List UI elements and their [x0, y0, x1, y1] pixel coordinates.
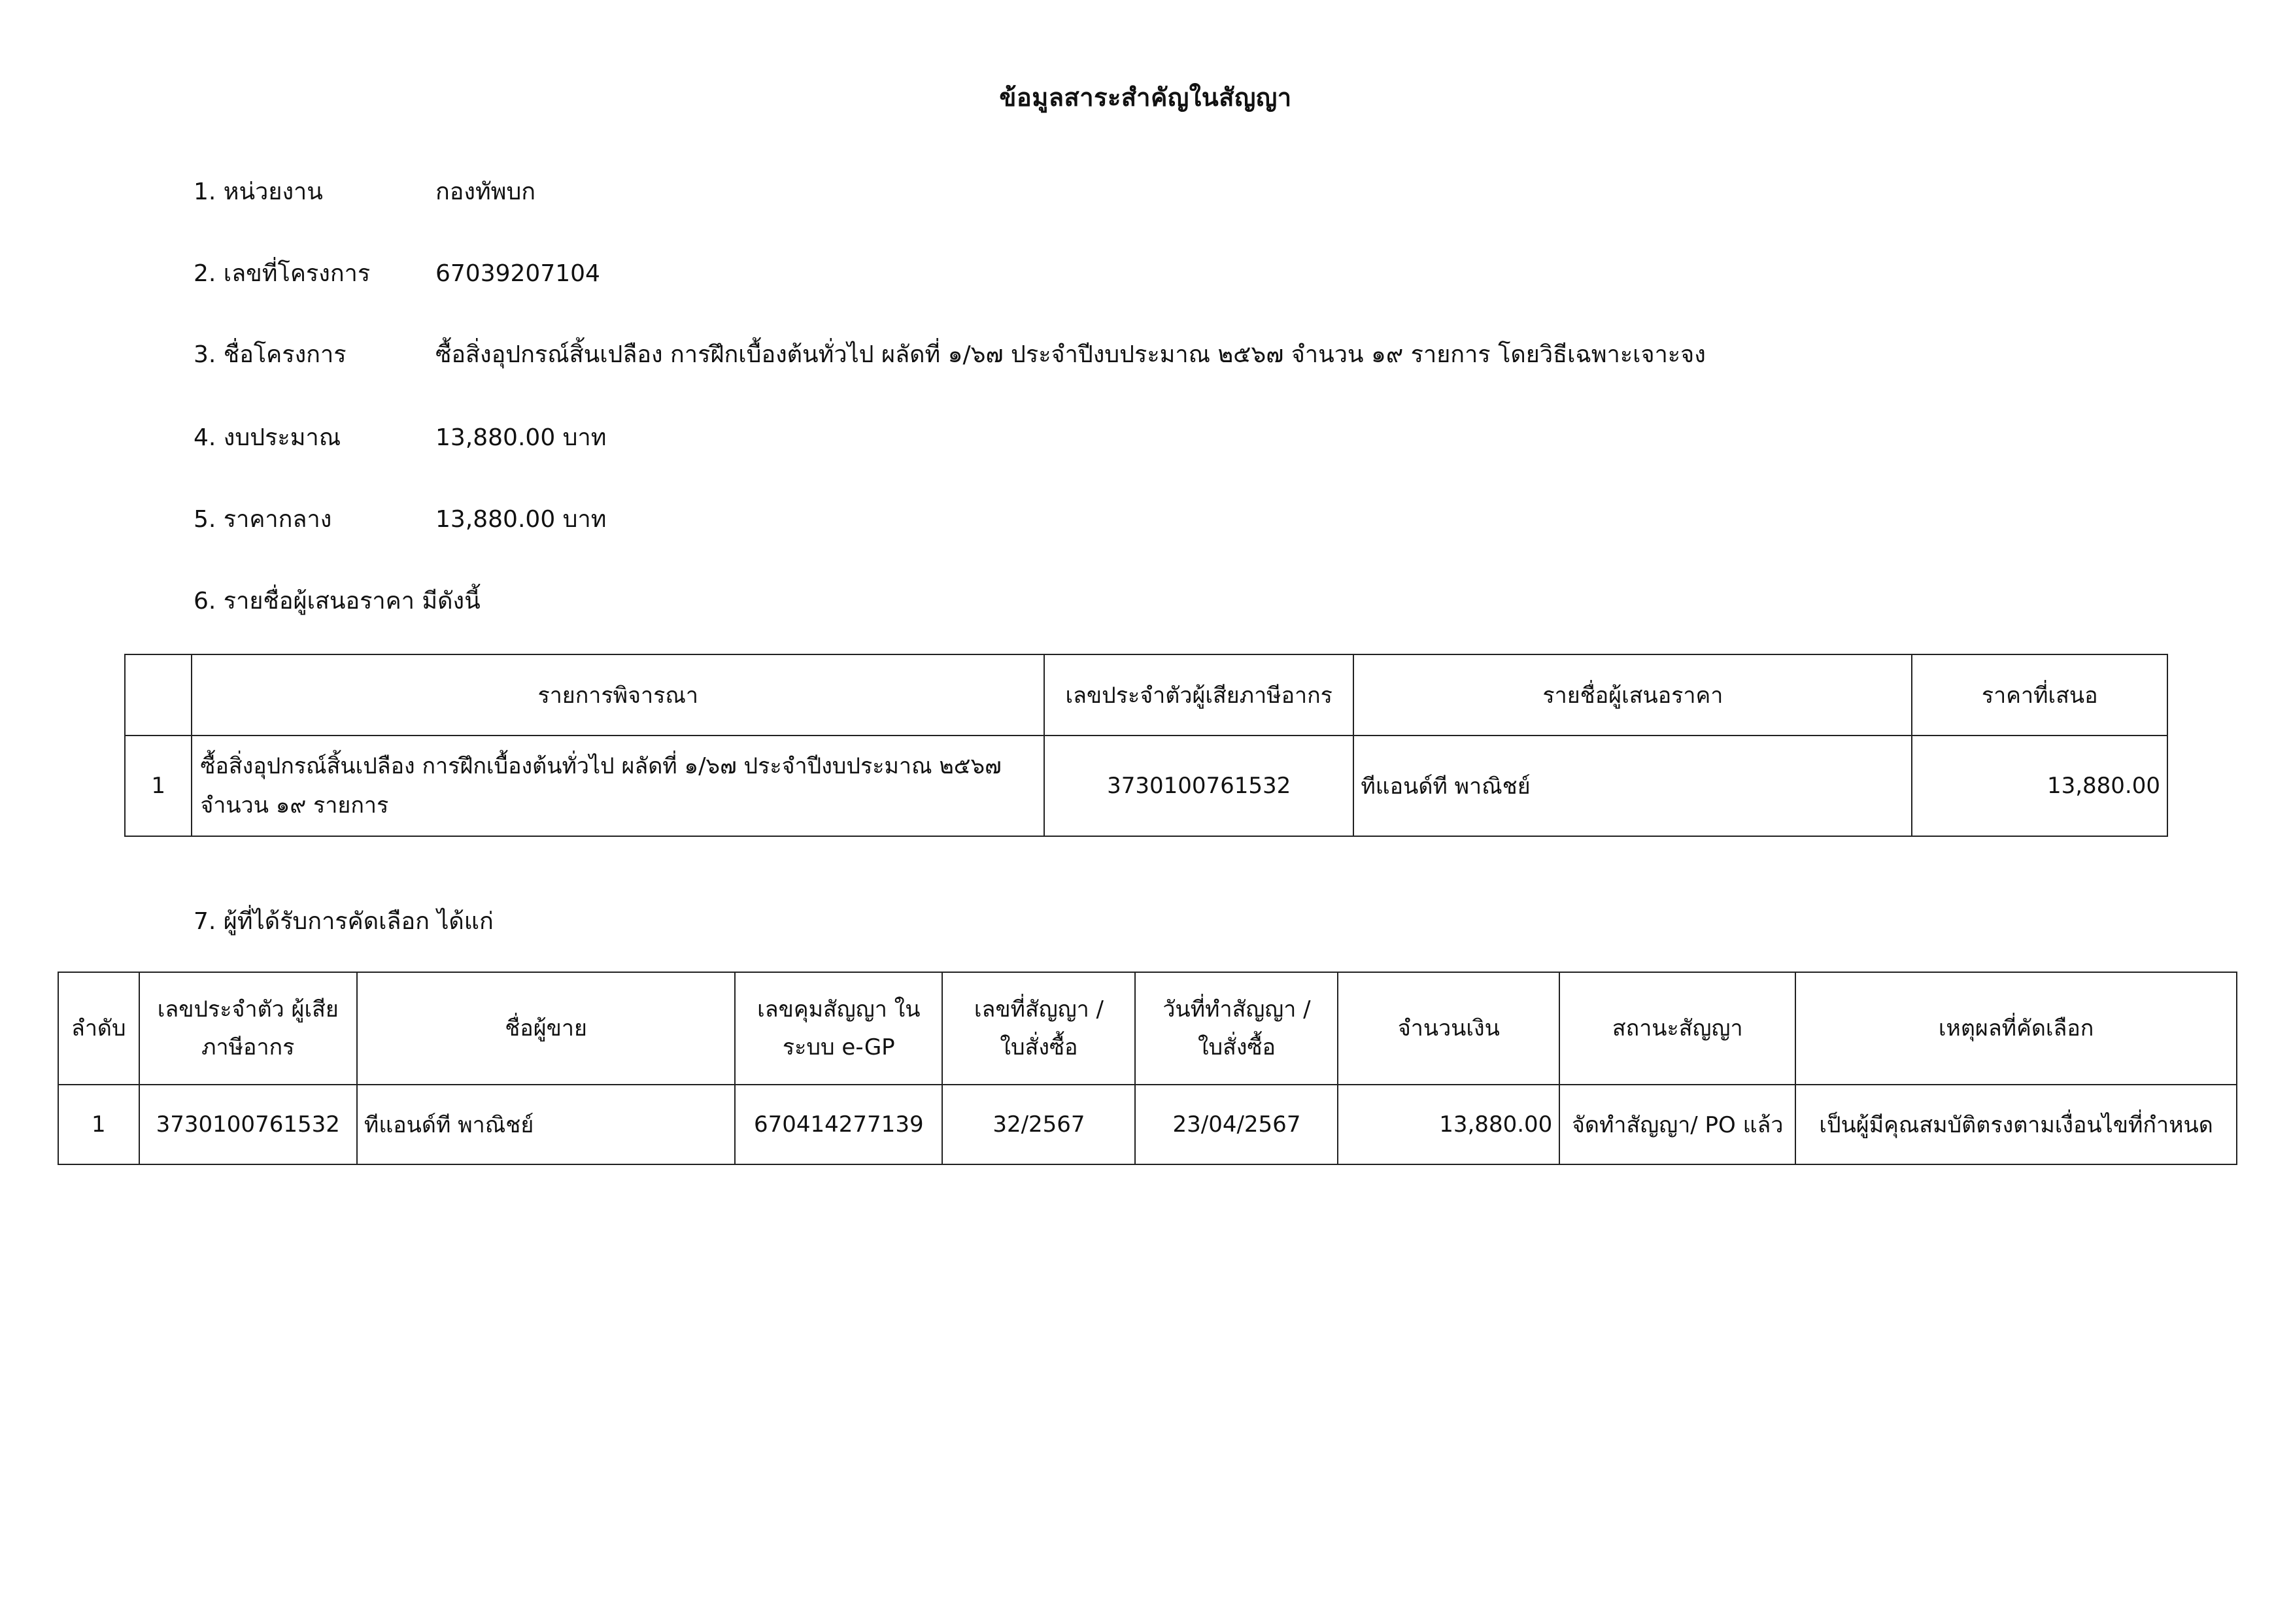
col-header-contract-number: เลขที่สัญญา / ใบสั่งซื้อ: [942, 972, 1135, 1085]
field-value: กองทัพบก: [435, 178, 536, 205]
table-header-row: [125, 654, 2167, 736]
col-header-no: [125, 654, 192, 736]
field-value: 67039207104: [435, 260, 600, 287]
col-header-egp-number: เลขคุมสัญญา ในระบบ e-GP: [735, 972, 942, 1085]
field-median-price: [194, 500, 606, 537]
table-header-row: [58, 972, 2237, 1085]
document-title: ข้อมูลสาระสำคัญในสัญญา: [999, 83, 1292, 112]
winners-table: [58, 972, 2237, 1165]
col-header-tax-id: เลขประจำตัวผู้เสียภาษีอากร: [1044, 654, 1353, 736]
cell-status: จัดทำสัญญา/ PO แล้ว: [1559, 1085, 1795, 1164]
field-label: 3. ชื่อโครงการ: [194, 341, 347, 368]
field-project-name: [194, 335, 1706, 373]
cell-reason: เป็นผู้มีคุณสมบัติตรงตามเงื่อนไขที่กำหนด: [1795, 1085, 2237, 1164]
cell-item: ซื้อสิ่งอุปกรณ์สิ้นเปลือง การฝึกเบื้องต้นทั่วไป ผลัดที่ ๑/๖๗ ประจำปีงบประมาณ ๒๕๖๗ จำนวน ๑๙ รายการ: [192, 736, 1044, 836]
col-header-price: ราคาที่เสนอ: [1912, 654, 2167, 736]
col-header-tax-id: เลขประจำตัว ผู้เสียภาษีอากร: [139, 972, 357, 1085]
table-row: [58, 1085, 2237, 1164]
field-value: 13,880.00 บาท: [435, 424, 607, 451]
table-row: [125, 736, 2167, 836]
cell-vendor: ทีแอนด์ที พาณิชย์: [357, 1085, 735, 1164]
field-label: 1. หน่วยงาน: [194, 178, 323, 205]
col-header-vendor: ชื่อผู้ขาย: [357, 972, 735, 1085]
cell-price: 13,880.00: [1912, 736, 2167, 836]
field-label: 2. เลขที่โครงการ: [194, 260, 371, 287]
section-bidders-heading: 6. รายชื่อผู้เสนอราคา มีดังนี้: [194, 588, 481, 615]
field-budget: [194, 418, 606, 456]
cell-no: 1: [125, 736, 192, 836]
col-header-contract-date: วันที่ทำสัญญา / ใบสั่งซื้อ: [1135, 972, 1338, 1085]
cell-amount: 13,880.00: [1338, 1085, 1559, 1164]
cell-contract-date: 23/04/2567: [1135, 1085, 1338, 1164]
field-label: 4. งบประมาณ: [194, 424, 341, 451]
field-value: ซื้อสิ่งอุปกรณ์สิ้นเปลือง การฝึกเบื้องต้นทั่วไป ผลัดที่ ๑/๖๗ ประจำปีงบประมาณ ๒๕๖๗ จำนวน ๑๙ รายการ โดยวิธีเฉพาะเจาะจง: [435, 341, 1706, 368]
col-header-item: รายการพิจารณา: [192, 654, 1044, 736]
col-header-bidder-name: รายชื่อผู้เสนอราคา: [1353, 654, 1912, 736]
field-agency: [194, 173, 535, 210]
cell-tax-id: 3730100761532: [139, 1085, 357, 1164]
field-label: 5. ราคากลาง: [194, 506, 332, 533]
cell-egp-number: 670414277139: [735, 1085, 942, 1164]
cell-order: 1: [58, 1085, 139, 1164]
cell-tax-id: 3730100761532: [1044, 736, 1353, 836]
cell-contract-number: 32/2567: [942, 1085, 1135, 1164]
field-value: 13,880.00 บาท: [435, 506, 607, 533]
col-header-reason: เหตุผลที่คัดเลือก: [1795, 972, 2237, 1085]
section-winners-heading: 7. ผู้ที่ได้รับการคัดเลือก ได้แก่: [194, 908, 494, 935]
cell-bidder-name: ทีแอนด์ที พาณิชย์: [1353, 736, 1912, 836]
bidders-table: [124, 654, 2168, 837]
col-header-amount: จำนวนเงิน: [1338, 972, 1559, 1085]
col-header-status: สถานะสัญญา: [1559, 972, 1795, 1085]
field-project-number: [194, 254, 600, 292]
col-header-order: ลำดับ: [58, 972, 139, 1085]
